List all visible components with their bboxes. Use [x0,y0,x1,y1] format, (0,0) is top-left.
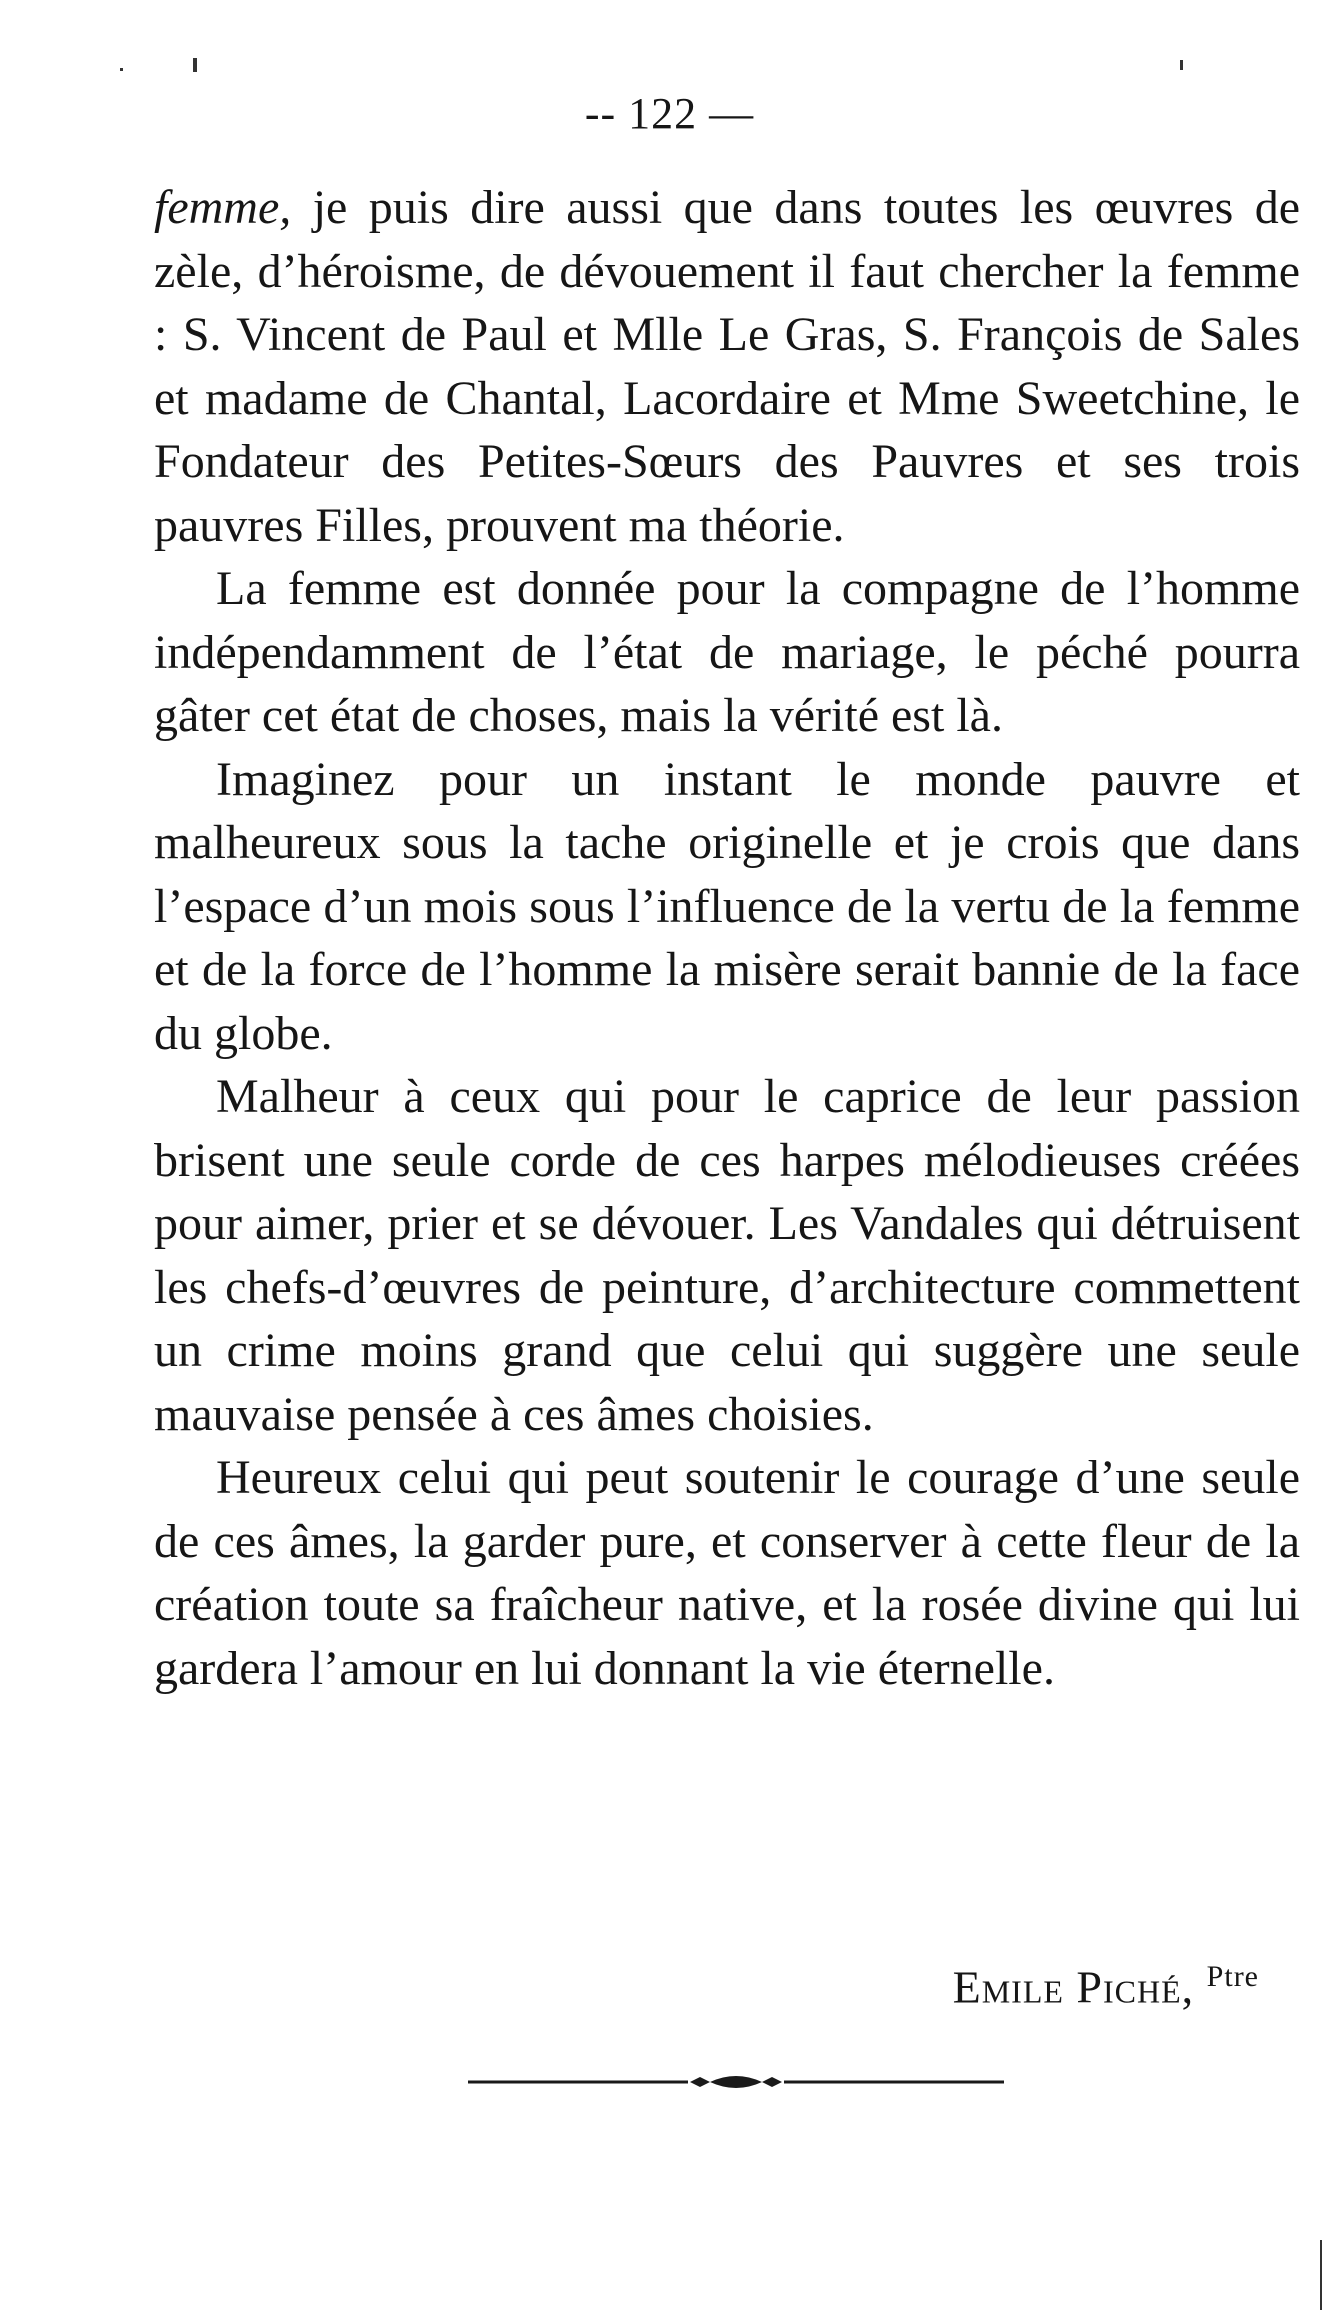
paragraph-1-lead: femme, [154,181,292,234]
page-number: -- 122 — [584,89,755,138]
signature-name: Emile Piché, [952,1961,1195,2013]
paragraph-1-text: je puis dire aussi que dans toutes les œuvres de zèle, d’héroisme, de dévouement il faut chercher la femme : S. Vincent de Paul et Mlle Le Gras, S. François de Sales et madame de Chantal, Lacordaire et Mme Sweetchine, le Fondateur des Petites-Sœurs des Pauvres et ses trois pauvres Filles, prouvent ma théorie. [154,181,1300,552]
paragraph-1 [154,176,1300,557]
paragraph-5: Heureux celui qui peut soutenir le courage d’une seule de ces âmes, la garder pure, et conserver à cette fleur de la création toute sa fraîcheur native, et la rosée divine qui lui gardera l’amour en lui donnant la vie éternelle. [154,1451,1300,1695]
paragraph-2: La femme est donnée pour la compagne de l’homme indépendamment de l’état de mariage, le péché pourra gâter cet état de choses, mais la vérité est là. [154,562,1300,742]
paragraph-3: Imaginez pour un instant le monde pauvre et malheureux sous la tache originelle et je crois que dans l’espace d’un mois sous l’influence de la vertu de la femme et de la force de l’homme la misère serait bannie de la face du globe. [154,752,1300,1060]
signature-title: Ptre [1206,1960,1259,1993]
body-text [154,176,1300,1700]
ornamental-divider [468,2070,1004,2094]
signature [953,1960,1259,2013]
paragraph-4: Malheur à ceux qui pour le caprice de leur passion brisent une seule corde de ces harpes mélodieuses créées pour aimer, prier et se dévouer. Les Vandales qui détruisent les chefs-d’œuvres de peinture, d’architecture commettent un crime moins grand que celui qui suggère une seule mauvaise pensée à ces âmes choisies. [154,1070,1300,1441]
